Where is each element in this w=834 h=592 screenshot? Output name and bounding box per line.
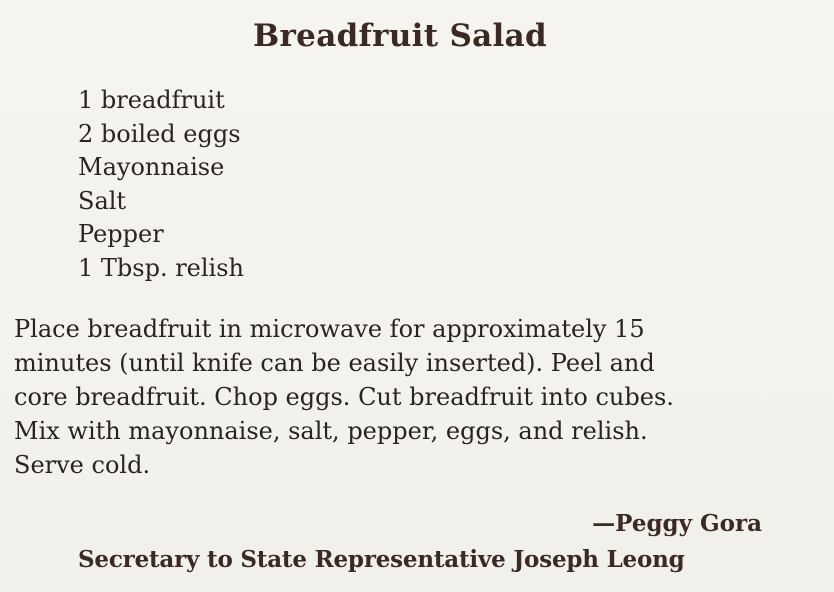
author-name: —Peggy Gora [592,510,762,537]
ingredient-item: 2 boiled eggs [78,119,241,148]
instructions-line: Serve cold. [14,451,151,479]
ingredient-item: Mayonnaise [78,153,225,182]
ingredient-item: Pepper [78,220,164,249]
instructions-paragraph [14,312,804,482]
instructions-line: core breadfruit. Chop eggs. Cut breadfruit into cubes. [14,383,674,411]
instructions-line: Mix with mayonnaise, salt, pepper, eggs, and relish. [14,417,648,445]
ingredient-item: Salt [78,186,127,215]
instructions-line: Place breadfruit in microwave for approximately 15 [14,315,645,343]
ingredient-list [78,84,244,286]
instructions-line: minutes (until knife can be easily inserted). Peel and [14,349,655,377]
author-affiliation: Secretary to State Representative Joseph Leong [78,546,685,573]
ingredient-item: 1 breadfruit [78,86,225,114]
recipe-title: Breadfruit Salad [253,18,547,54]
ingredient-item: 1 Tbsp. relish [78,253,245,282]
